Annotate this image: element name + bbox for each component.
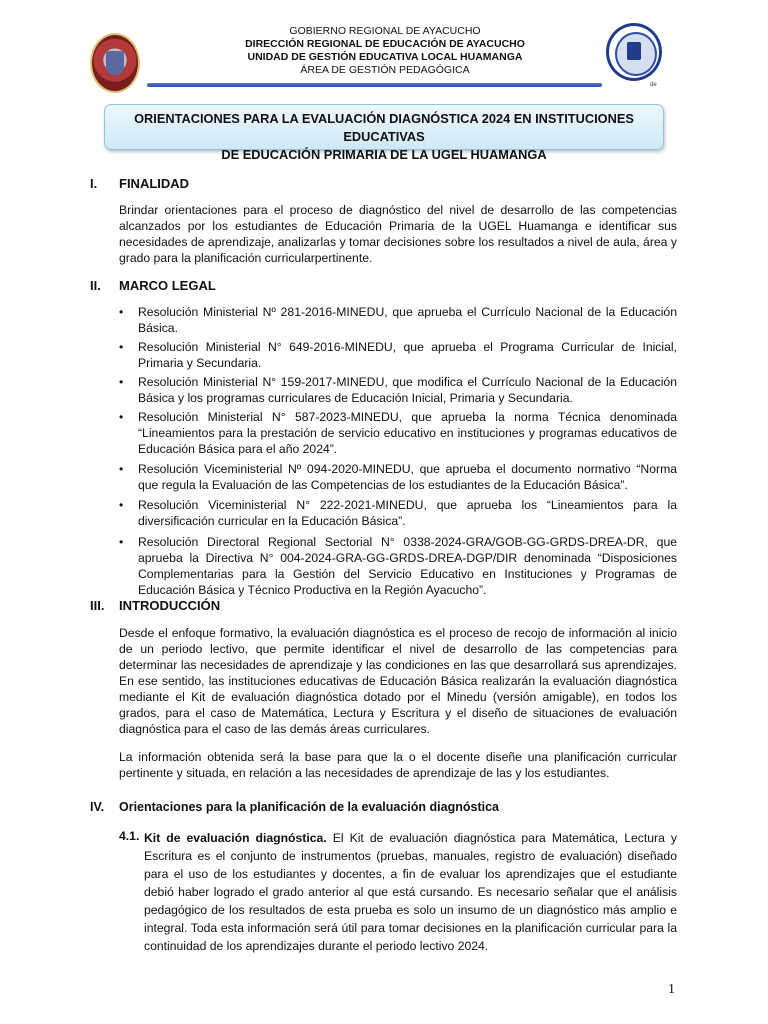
section-2-number: II. [90, 278, 101, 293]
section-1-title: FINALIDAD [119, 176, 190, 191]
letterhead-line-1: GOBIERNO REGIONAL DE AYACUCHO [289, 25, 481, 37]
page-number: 1 [668, 982, 675, 997]
subsection-4-1-number: 4.1. [119, 829, 140, 843]
letterhead-line-2: DIRECCIÓN REGIONAL DE EDUCACIÓN DE AYACUCHO [245, 38, 525, 50]
subsection-4-1-title: Kit de evaluación diagnóstica. [144, 831, 327, 845]
letterhead-line-3: UNIDAD DE GESTIÓN EDUCATIVA LOCAL HUAMANGA [247, 51, 523, 63]
legal-framework-list [119, 304, 677, 598]
document-title-line-1: ORIENTACIONES PARA LA EVALUACIÓN DIAGNÓSTICA 2024 EN INSTITUCIONES EDUCATIVAS [134, 111, 634, 144]
legal-item: • Resolución Ministerial N° 159-2017-MINEDU, que modifica el Currículo Nacional de la Educación Básica y los programas curriculares de Educación Inicial, Primaria y Secundaria. [119, 374, 677, 406]
section-4-title: Orientaciones para la planificación de la evaluación diagnóstica [119, 800, 499, 814]
section-3-title: INTRODUCCIÓN [119, 598, 221, 613]
logo-caption: de [650, 82, 657, 88]
legal-item: • Resolución Viceministerial Nº 094-2020-MINEDU, que aprueba el documento normativo “Norma que regula la Evaluación de las Competencias de los estudiantes de la Educación Básica”. [119, 461, 677, 493]
section-3-number: III. [90, 598, 105, 613]
header-divider [147, 83, 602, 87]
document-title [104, 104, 664, 162]
legal-item: • Resolución Directoral Regional Sectorial N° 0338-2024-GRA/GOB-GG-GRDS-DREA-DR, que aprueba la Directiva N° 004-2024-GRA-GG-GRDS-DREA-DGP/DIR denominada “Disposiciones Complementarias para la Gestión del Servicio Educativo en Instituciones y Programas de Educación Básica y Técnico Productiva en la Región Ayacucho”. [119, 534, 677, 598]
legal-item: • Resolución Ministerial Nº 281-2016-MINEDU, que aprueba el Currículo Nacional de la Educación Básica. [119, 304, 677, 336]
ugel-huamanga-seal-logo [606, 23, 662, 81]
letterhead-line-4: ÁREA DE GESTIÓN PEDAGÓGICA [300, 64, 470, 76]
regional-government-seal-logo [90, 33, 140, 93]
section-2-title: MARCO LEGAL [119, 278, 216, 293]
section-3-paragraph-1: Desde el enfoque formativo, la evaluación diagnóstica es el proceso de recojo de información al inicio de un periodo lectivo, que permite identificar el nivel de desarrollo de las competencias para determinar las necesidades de aprendizaje y las condiciones en las que desarrollará sus aprendizajes. En ese sentido, las instituciones educativas de Educación Básica realizarán la evaluación diagnóstica mediante el Kit de evaluación diagnóstica dotado por el Minedu (versión amigable), en todos los grados, para el caso de Matemática, Lectura y Escritura y el diseño de situaciones de evaluación diagnóstica para el caso de las demás áreas curriculares. [119, 626, 677, 736]
section-1-text: Brindar orientaciones para el proceso de diagnóstico del nivel de desarrollo de las competencias alcanzados por los estudiantes de Educación Primaria de la UGEL Huamanga e identificar sus necesidades de aprendizaje, analizarlas y tomar decisiones sobre los resultados a nivel de aula, área y grado para la planificación curricularpertinente. [119, 203, 677, 265]
subsection-4-1-body: El Kit de evaluación diagnóstica para Matemática, Lectura y Escritura es el conjunto de instrumentos (pruebas, manuales, registro de evaluación) diseñado para el uso de los estudiantes y docentes, a fin de evaluar los aprendizajes que el estudiante debió haber logrado el grado anterior al que está cursando. Es necesario señalar que el análisis pedagógico de los resultados de esta prueba es solo un insumo de un diagnóstico más amplio e integral. Toda esta información será útil para tomar decisiones en la planificación curricular para la continuidad de los aprendizajes durante el periodo lectivo 2024. [144, 831, 677, 953]
document-title-line-2: DE EDUCACIÓN PRIMARIA DE LA UGEL HUAMANGA [221, 147, 547, 162]
section-1-number: I. [90, 176, 98, 191]
legal-item: • Resolución Ministerial N° 649-2016-MINEDU, que aprueba el Programa Curricular de Inicial, Primaria y Secundaria. [119, 339, 677, 371]
subsection-4-1-text [144, 829, 677, 955]
section-3-paragraph-2: La información obtenida será la base para que la o el docente diseñe una planificación curricular pertinente y situada, en relación a las necesidades de aprendizaje de las y los estudiantes. [119, 750, 677, 780]
legal-item: • Resolución Viceministerial N° 222-2021-MINEDU, que aprueba los “Lineamientos para la diversificación curricular en la Educación Básica”. [119, 497, 677, 529]
letterhead [180, 25, 590, 77]
legal-item: • Resolución Ministerial N° 587-2023-MINEDU, que aprueba la norma Técnica denominada “Lineamientos para la prestación de servicio educativo en instituciones y programas educativos de Educación Básica para el año 2024”. [119, 409, 677, 457]
section-4-number: IV. [90, 800, 105, 814]
subsection-4-1 [0, 829, 768, 969]
